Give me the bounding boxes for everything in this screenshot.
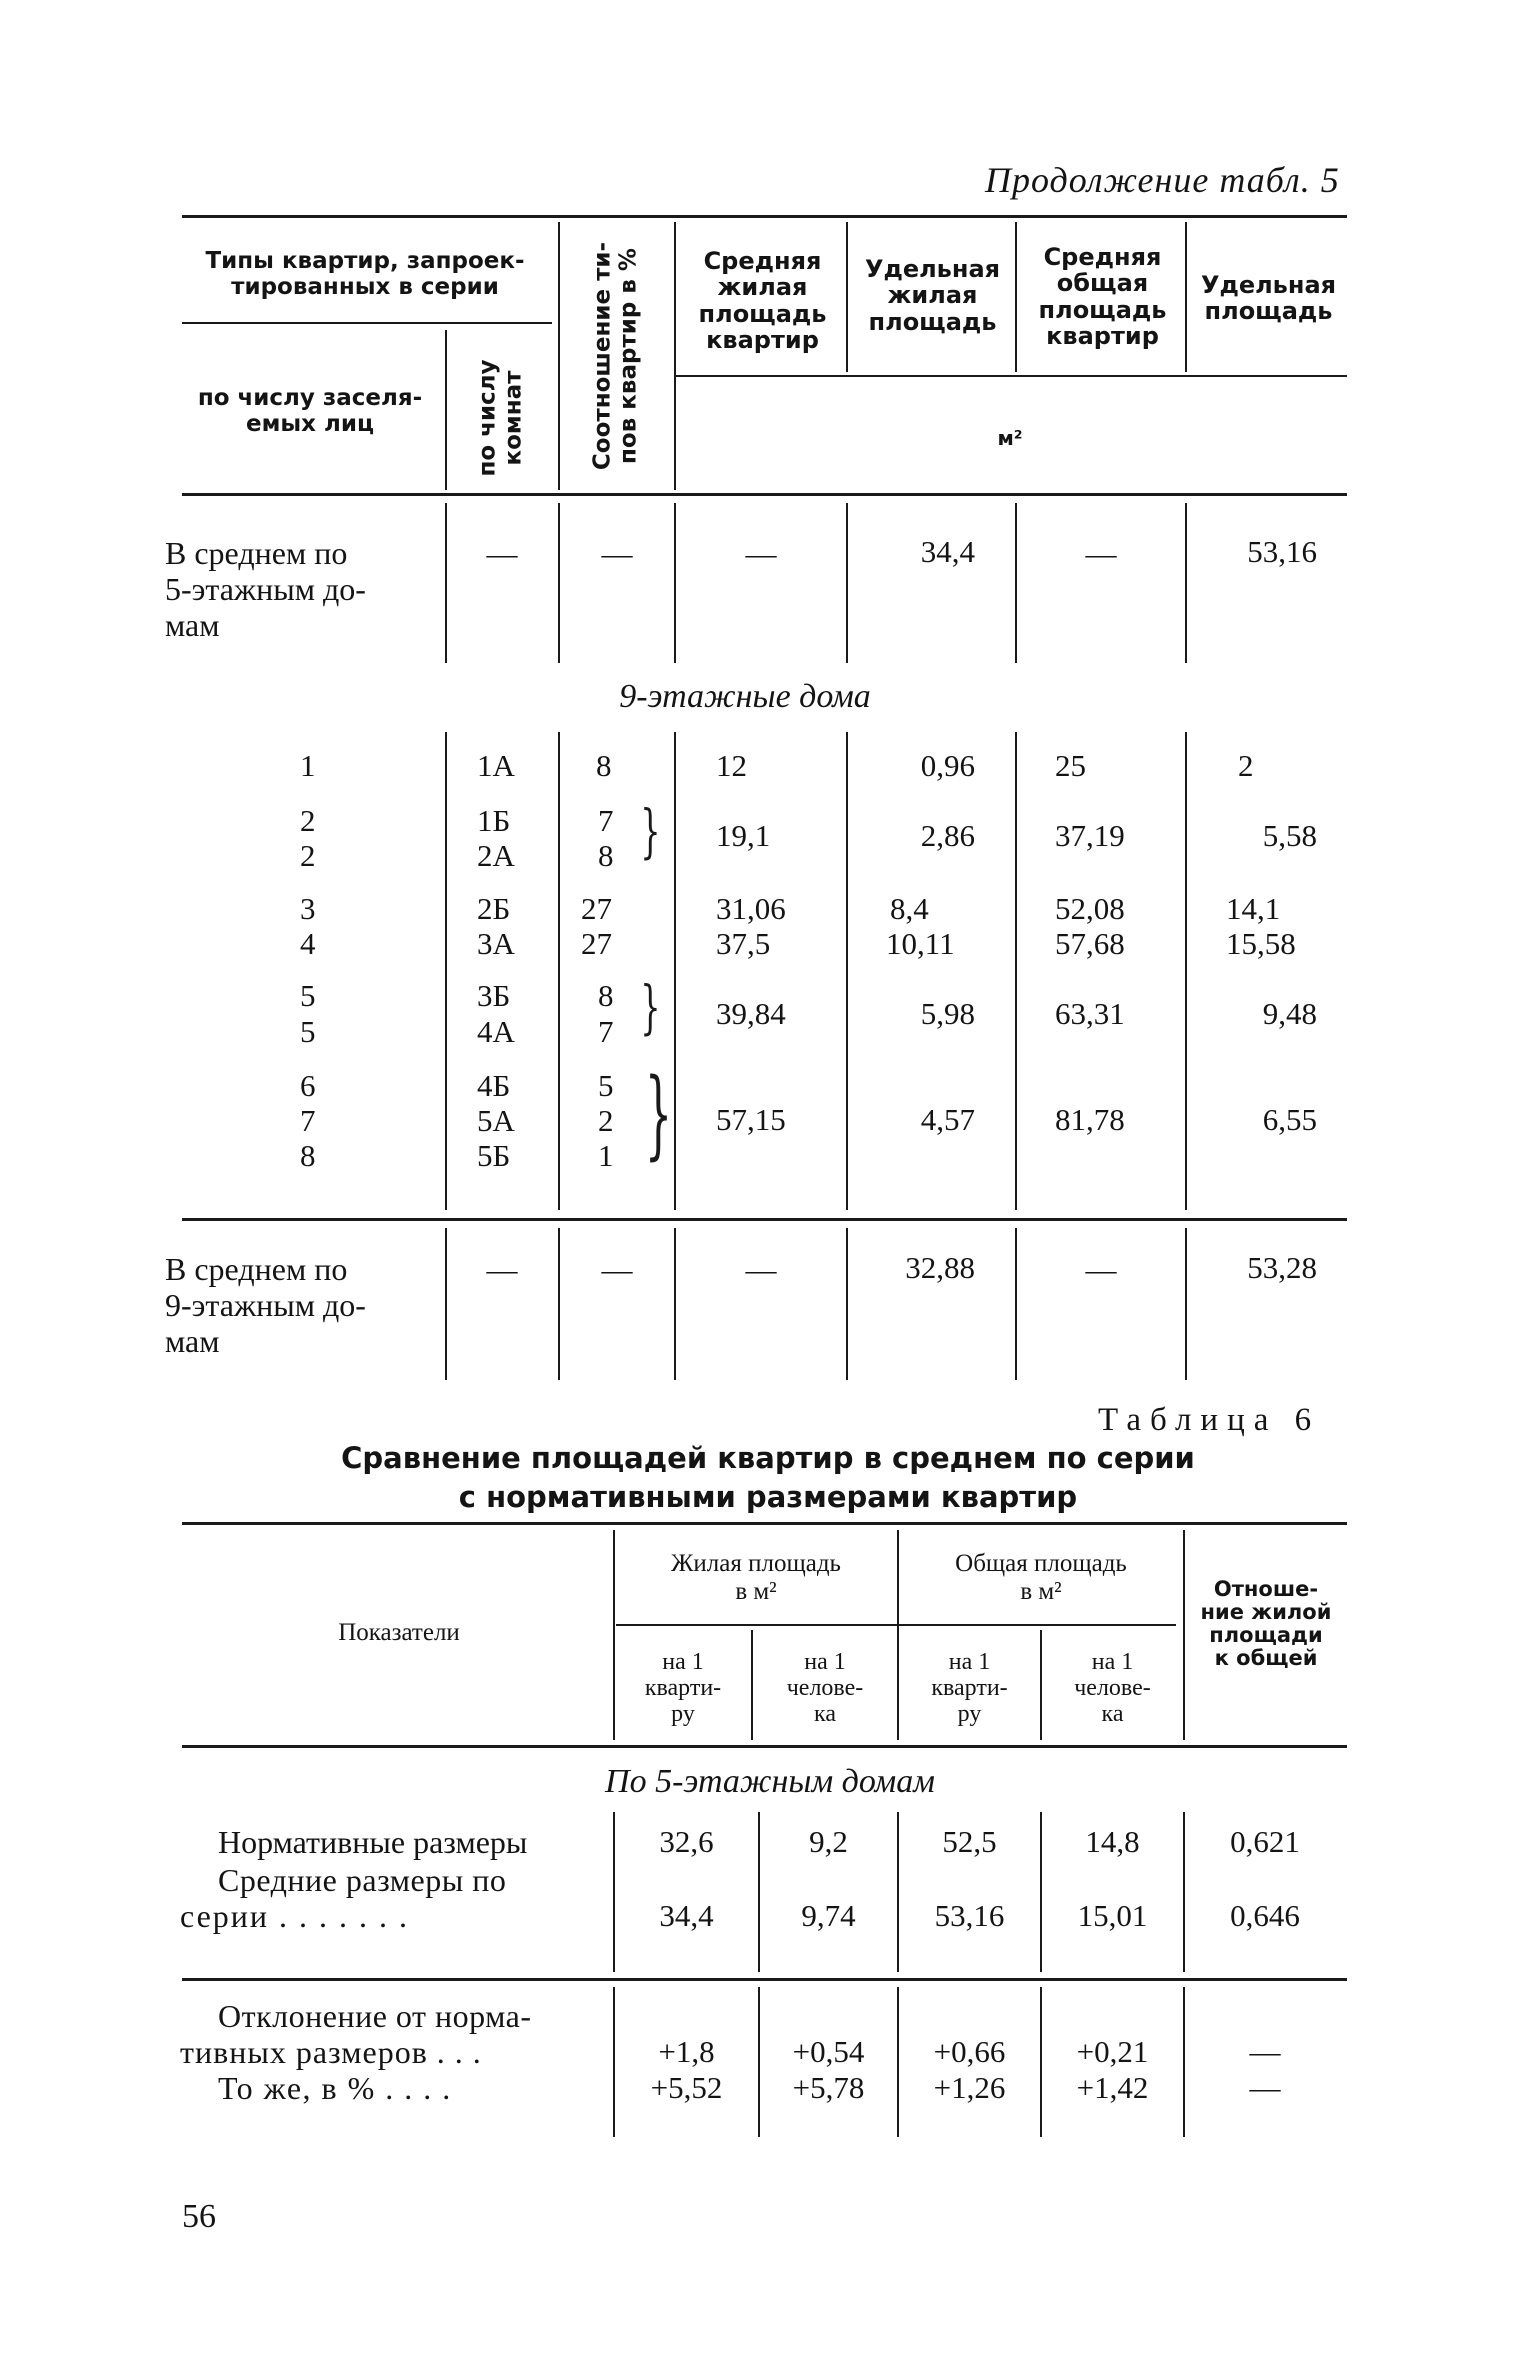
table-5-header-bottom-rule xyxy=(182,493,1347,496)
table-number: Таблица 6 xyxy=(1098,1402,1321,1438)
cell-avg-total: 63,31 xyxy=(1055,996,1125,1031)
cell-living-per-flat: +1,8 xyxy=(658,2034,715,2069)
cell-specific-living: 32,88 xyxy=(905,1250,975,1285)
cell-avg-total: 25 xyxy=(1055,748,1086,783)
cell-ratio: — xyxy=(1249,2070,1281,2105)
cell-ratio: 8 xyxy=(596,748,612,783)
header-unit: м² xyxy=(997,426,1023,450)
brace: } xyxy=(640,797,661,865)
divider xyxy=(674,222,676,490)
cell-persons: 8 xyxy=(300,1138,316,1173)
divider xyxy=(846,732,848,1210)
section-title: По 5-этажным домам xyxy=(605,1763,935,1800)
section-title: 9-этажные дома xyxy=(619,678,871,715)
cell-ratio: 2 xyxy=(598,1103,614,1138)
cell-persons: 6 xyxy=(300,1068,316,1103)
header-total-area: Общая площадь в м² xyxy=(955,1550,1127,1605)
cell-ratio: 8 xyxy=(598,978,614,1013)
divider xyxy=(1185,222,1187,372)
divider xyxy=(558,732,560,1210)
row-label: тивных размеров . . . xyxy=(180,2034,482,2070)
row-label: В среднем по 9-этажным до- мам xyxy=(165,1251,366,1359)
cell-specific-total: 53,16 xyxy=(1247,534,1317,569)
header-ratio: Соотношение ти- пов квартир в % xyxy=(589,241,642,471)
cell-rooms: 2А xyxy=(477,838,515,873)
row-label: То же, в % . . . . xyxy=(218,2070,452,2106)
divider xyxy=(1015,1228,1017,1380)
cell-ratio: 7 xyxy=(598,1014,614,1049)
table-6-subheader-rule xyxy=(616,1624,1176,1626)
cell-ratio: 0,646 xyxy=(1230,1898,1300,1933)
divider xyxy=(1015,732,1017,1210)
cell-avg-total: — xyxy=(1085,1252,1117,1287)
header-apartment-types: Типы квартир, запроек- тированных в серии xyxy=(205,248,525,301)
row-label: Отклонение от норма- xyxy=(218,1998,532,2034)
cell-specific-total: 9,48 xyxy=(1262,996,1317,1031)
divider xyxy=(558,1228,560,1380)
cell-avg-total: 37,19 xyxy=(1055,818,1125,853)
cell-rooms: 1Б xyxy=(477,803,511,838)
header-specific-total: Удельная площадь xyxy=(1200,271,1337,326)
cell-ratio: 7 xyxy=(598,803,614,838)
divider xyxy=(674,1228,676,1380)
cell-persons: 2 xyxy=(300,803,316,838)
cell-specific-living: 8,4 xyxy=(890,891,929,926)
cell-avg-living: 12 xyxy=(716,748,747,783)
cell-rooms: 4Б xyxy=(477,1068,511,1103)
cell-living-per-person: 9,2 xyxy=(809,1824,848,1859)
table-6-section-rule xyxy=(182,1978,1347,1981)
divider xyxy=(674,503,676,663)
cell-avg-living: 37,5 xyxy=(716,926,771,961)
cell-rooms: 3Б xyxy=(477,978,511,1013)
row-label: Нормативные размеры xyxy=(218,1824,528,1860)
cell-total-per-flat: 53,16 xyxy=(934,1898,1005,1933)
cell-persons: 4 xyxy=(300,926,316,961)
cell-persons: 3 xyxy=(300,891,316,926)
cell-living-per-flat: 32,6 xyxy=(659,1824,714,1859)
cell-ratio: 27 xyxy=(581,926,612,961)
divider xyxy=(558,222,560,490)
cell-specific-living: 34,4 xyxy=(920,534,975,569)
cell-persons: 5 xyxy=(300,1014,316,1049)
header-per-flat: на 1 кварти- ру xyxy=(931,1649,1008,1727)
divider xyxy=(846,222,848,372)
cell-ratio: 8 xyxy=(598,838,614,873)
table-6-header-bottom-rule xyxy=(182,1745,1347,1748)
row-label: серии . . . . . . . xyxy=(180,1898,410,1934)
table-5-top-rule xyxy=(182,215,1347,218)
cell-avg-living: — xyxy=(745,536,777,571)
header-avg-living: Средняя жилая площадь квартир xyxy=(698,247,827,355)
divider xyxy=(445,732,447,1210)
cell-ratio: 27 xyxy=(581,891,612,926)
cell-specific-living: 4,57 xyxy=(920,1102,975,1137)
header-avg-total: Средняя общая площадь квартир xyxy=(1038,243,1167,351)
cell-total-per-person: 15,01 xyxy=(1077,1898,1148,1933)
header-indicators: Показатели xyxy=(338,1619,460,1646)
cell-ratio: 1 xyxy=(598,1138,614,1173)
cell-total-per-flat: +1,26 xyxy=(933,2070,1006,2105)
cell-rooms: 5Б xyxy=(477,1138,511,1173)
table-6-top-rule xyxy=(182,1522,1347,1525)
cell-total-per-flat: +0,66 xyxy=(933,2034,1006,2069)
table-5-section-rule xyxy=(182,1218,1347,1221)
page-number: 56 xyxy=(182,2198,216,2235)
cell-living-per-person: +0,54 xyxy=(792,2034,865,2069)
header-specific-living: Удельная жилая площадь xyxy=(864,255,1001,336)
cell-persons: 2 xyxy=(300,838,316,873)
cell-specific-total: 5,58 xyxy=(1262,818,1317,853)
cell-total-per-flat: 52,5 xyxy=(942,1824,997,1859)
cell-specific-total: 15,58 xyxy=(1226,926,1296,961)
divider xyxy=(558,503,560,663)
divider xyxy=(846,1228,848,1380)
cell-rooms: 2Б xyxy=(477,891,511,926)
table-5-unit-rule xyxy=(676,375,1347,377)
cell-avg-living: 19,1 xyxy=(716,818,771,853)
divider xyxy=(445,1228,447,1380)
table-title: Сравнение площадей квартир в среднем по серии xyxy=(341,1441,1195,1475)
cell-avg-living: 57,15 xyxy=(716,1102,786,1137)
header-living-area: Жилая площадь в м² xyxy=(671,1550,841,1605)
divider xyxy=(1185,732,1187,1210)
cell-specific-total: 2 xyxy=(1238,748,1254,783)
cell-specific-total: 14,1 xyxy=(1226,891,1281,926)
divider xyxy=(1015,503,1017,663)
divider xyxy=(445,330,447,490)
cell-avg-living: 31,06 xyxy=(716,891,786,926)
row-label: В среднем по 5-этажным до- мам xyxy=(165,535,366,643)
cell-total-per-person: 14,8 xyxy=(1085,1824,1140,1859)
cell-specific-living: 10,11 xyxy=(886,926,955,961)
table-title: с нормативными размерами квартир xyxy=(458,1480,1078,1514)
cell-rooms: 5А xyxy=(477,1103,515,1138)
header-per-person: на 1 челове- ка xyxy=(786,1649,864,1727)
cell-ratio: 0,621 xyxy=(1230,1824,1300,1859)
divider xyxy=(445,503,447,663)
header-per-flat: на 1 кварти- ру xyxy=(644,1649,722,1727)
cell-persons: 5 xyxy=(300,978,316,1013)
cell-specific-living: 2,86 xyxy=(920,818,975,853)
cell-specific-total: 53,28 xyxy=(1247,1250,1317,1285)
cell-specific-living: 5,98 xyxy=(920,996,975,1031)
cell-ratio: — xyxy=(1249,2034,1281,2069)
cell-avg-total: — xyxy=(1085,536,1117,571)
cell-avg-living: 39,84 xyxy=(716,996,786,1031)
cell-avg-total: 57,68 xyxy=(1055,926,1125,961)
cell-specific-living: 0,96 xyxy=(920,748,975,783)
cell-rooms: 1А xyxy=(477,748,515,783)
cell-living-per-person: +5,78 xyxy=(792,2070,865,2105)
cell-living-per-flat: 34,4 xyxy=(659,1898,714,1933)
header-by-persons: по числу заселя- емых лиц xyxy=(197,385,423,438)
cell-ratio: — xyxy=(601,1252,633,1287)
divider xyxy=(674,732,676,1210)
cell-ratio: — xyxy=(601,536,633,571)
table-5-header-subrule xyxy=(182,322,552,324)
header-per-person: на 1 челове- ка xyxy=(1074,1649,1151,1727)
brace: } xyxy=(640,973,661,1041)
cell-persons: 7 xyxy=(300,1103,316,1138)
cell-rooms: — xyxy=(486,536,518,571)
cell-ratio: 5 xyxy=(598,1068,614,1103)
cell-total-per-person: +0,21 xyxy=(1076,2034,1149,2069)
cell-rooms: 4А xyxy=(477,1014,515,1049)
cell-living-per-flat: +5,52 xyxy=(650,2070,723,2105)
row-label: Средние размеры по xyxy=(218,1862,507,1898)
divider xyxy=(1015,222,1017,372)
header-by-rooms: по числу комнат xyxy=(474,359,527,477)
header-ratio: Отноше- ние жилой площади к общей xyxy=(1200,1577,1332,1671)
cell-avg-total: 81,78 xyxy=(1055,1102,1125,1137)
divider xyxy=(1185,1228,1187,1380)
cell-total-per-person: +1,42 xyxy=(1076,2070,1149,2105)
cell-living-per-person: 9,74 xyxy=(801,1898,856,1933)
cell-rooms: — xyxy=(486,1252,518,1287)
cell-persons: 1 xyxy=(300,748,316,783)
cell-rooms: 3А xyxy=(477,926,515,961)
cell-avg-total: 52,08 xyxy=(1055,891,1125,926)
cell-specific-total: 6,55 xyxy=(1262,1102,1317,1137)
divider xyxy=(846,503,848,663)
running-header: Продолжение табл. 5 xyxy=(985,160,1340,200)
divider xyxy=(1185,503,1187,663)
cell-avg-living: — xyxy=(745,1252,777,1287)
brace: } xyxy=(644,1058,673,1170)
